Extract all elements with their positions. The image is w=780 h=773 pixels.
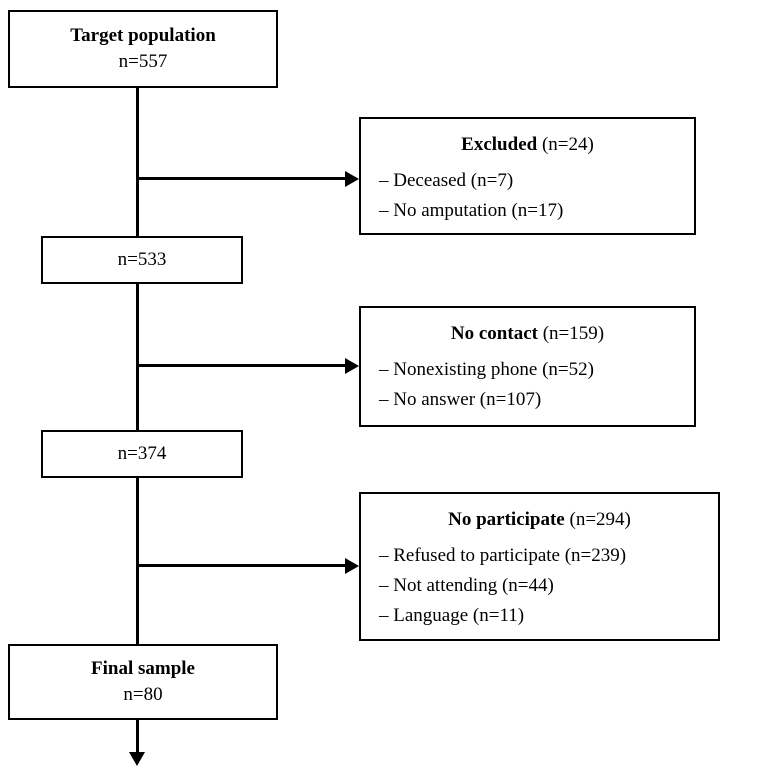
node-no-contact-item: – No answer (n=107)	[379, 389, 542, 410]
branch-2-arrowhead	[345, 358, 359, 374]
node-target-population	[8, 10, 278, 88]
node-excluded-item: – Deceased (n=7)	[379, 170, 514, 191]
branch-3-arrowhead	[345, 558, 359, 574]
node-excluded-label: Excluded	[461, 134, 538, 155]
node-remaining-533	[41, 236, 243, 284]
node-excluded-count: (n=24)	[541, 134, 594, 155]
node-no-participate-item: – Not attending (n=44)	[379, 575, 554, 596]
branch-1-arrowhead	[345, 171, 359, 187]
node-no-contact-item: – Nonexisting phone (n=52)	[379, 359, 594, 380]
node-remaining-533-count: n=533	[117, 249, 167, 270]
final-outflow-arrowhead	[129, 752, 145, 766]
node-no-participate-label: No participate	[448, 509, 565, 530]
node-no-contact-label: No contact	[450, 323, 538, 344]
node-excluded	[359, 117, 696, 235]
node-final-sample	[8, 644, 278, 720]
node-no-participate-item: – Refused to participate (n=239)	[379, 545, 627, 566]
branch-2-horizontal-line	[136, 364, 348, 367]
node-remaining-374	[41, 430, 243, 478]
node-no-contact	[359, 306, 696, 427]
node-no-participate	[359, 492, 720, 641]
node-target-population-count: n=557	[118, 51, 168, 72]
node-excluded-heading	[377, 131, 678, 159]
node-no-participate-heading	[377, 506, 702, 534]
node-excluded-item: – No amputation (n=17)	[379, 200, 564, 221]
node-no-participate-item: – Language (n=11)	[379, 605, 525, 626]
branch-3-horizontal-line	[136, 564, 348, 567]
node-target-population-title: Target population	[70, 25, 216, 46]
node-no-contact-count: (n=159)	[542, 323, 605, 344]
node-final-sample-title: Final sample	[91, 658, 195, 679]
branch-1-horizontal-line	[136, 177, 348, 180]
node-remaining-374-count: n=374	[117, 443, 167, 464]
node-final-sample-count: n=80	[123, 684, 163, 705]
node-no-contact-heading	[377, 320, 678, 348]
node-no-participate-count: (n=294)	[569, 509, 631, 530]
